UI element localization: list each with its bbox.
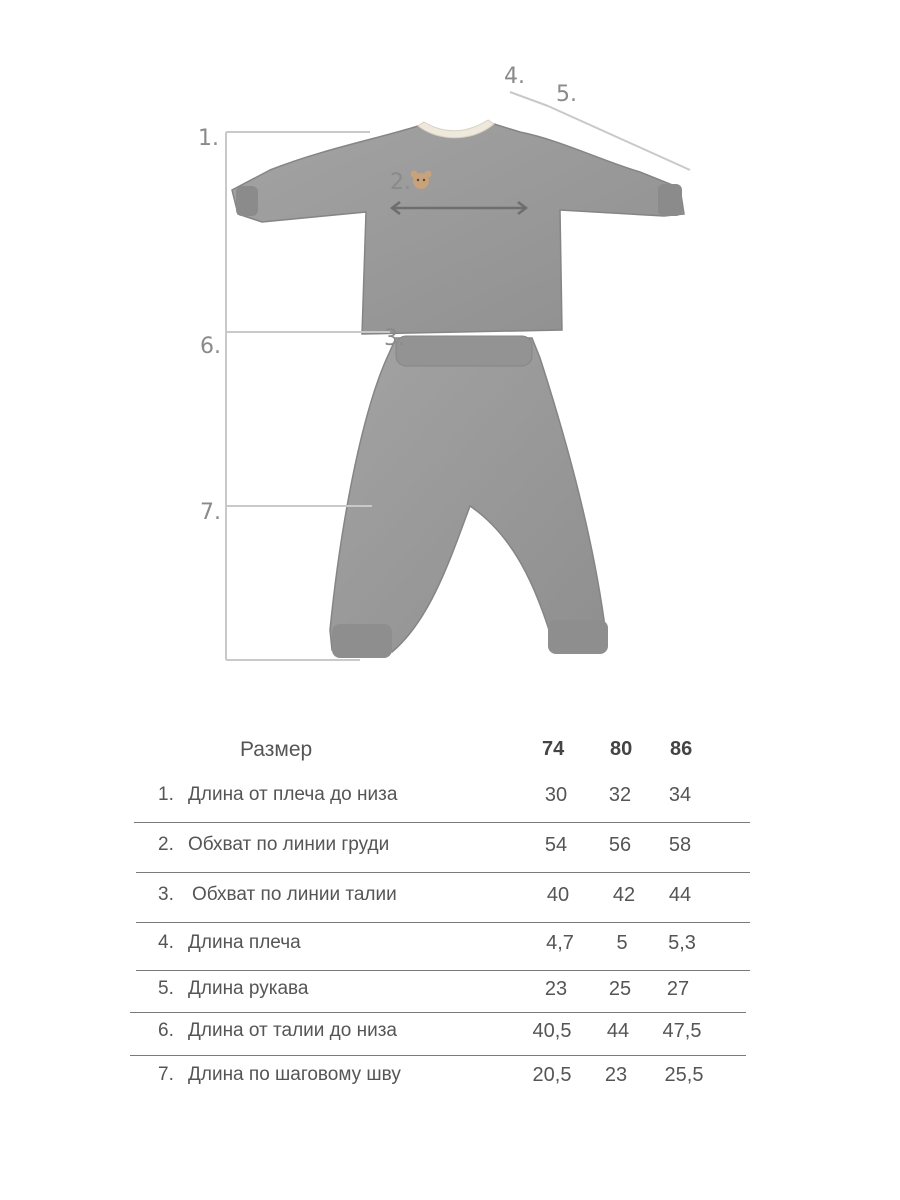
value-80: 44 xyxy=(606,1020,630,1042)
value-86: 34 xyxy=(668,784,692,806)
value-74: 20,5 xyxy=(532,1064,572,1086)
row-label: Обхват по линии груди xyxy=(188,834,390,855)
value-74: 54 xyxy=(544,834,568,856)
marker-1: 1. xyxy=(198,126,219,151)
row-label: Длина рукава xyxy=(188,978,309,999)
row-number: 6. xyxy=(158,1020,174,1041)
value-74: 23 xyxy=(544,978,568,1000)
value-80: 42 xyxy=(612,884,636,906)
size-header-label: Размер xyxy=(240,738,313,761)
value-80: 32 xyxy=(608,784,632,806)
value-74: 4,7 xyxy=(546,932,574,954)
value-86: 47,5 xyxy=(662,1020,702,1042)
row-number: 7. xyxy=(158,1064,174,1085)
size-80-header: 80 xyxy=(610,738,633,760)
row-divider xyxy=(130,1012,746,1013)
value-74: 40,5 xyxy=(532,1020,572,1042)
value-80: 56 xyxy=(608,834,632,856)
value-86: 27 xyxy=(666,978,690,1000)
marker-2: 2. xyxy=(390,170,411,195)
value-86: 5,3 xyxy=(668,932,696,954)
pants-illustration xyxy=(330,336,608,658)
size-chart-table xyxy=(0,720,900,1140)
value-86: 58 xyxy=(668,834,692,856)
value-80: 25 xyxy=(608,978,632,1000)
row-number: 5. xyxy=(158,978,174,999)
size-74-header: 74 xyxy=(542,738,565,760)
row-divider xyxy=(130,1055,746,1056)
row-divider xyxy=(134,822,750,823)
value-86: 25,5 xyxy=(664,1064,704,1086)
row-label: Длина по шаговому шву xyxy=(188,1064,401,1085)
row-number: 4. xyxy=(158,932,174,953)
value-74: 40 xyxy=(546,884,570,906)
row-label: Обхват по линии талии xyxy=(192,884,397,905)
row-number: 1. xyxy=(158,784,174,805)
row-divider xyxy=(136,922,750,923)
row-divider xyxy=(136,872,750,873)
value-74: 30 xyxy=(544,784,568,806)
table-row xyxy=(0,1020,900,1060)
marker-6: 6. xyxy=(200,334,221,359)
marker-5: 5. xyxy=(556,82,577,107)
marker-4: 4. xyxy=(504,64,525,89)
row-divider xyxy=(136,970,750,971)
row-number: 2. xyxy=(158,834,174,855)
table-row xyxy=(0,932,900,972)
value-86: 44 xyxy=(668,884,692,906)
marker-3: 3. xyxy=(384,326,405,351)
sweatshirt-illustration xyxy=(232,120,684,334)
marker-7: 7. xyxy=(200,500,221,525)
size-86-header: 86 xyxy=(670,738,693,760)
row-number: 3. xyxy=(158,884,174,905)
value-80: 5 xyxy=(616,932,628,954)
table-row xyxy=(0,1064,900,1104)
row-label: Длина плеча xyxy=(188,932,301,953)
table-row xyxy=(0,784,900,824)
table-row xyxy=(0,834,900,874)
value-80: 23 xyxy=(604,1064,628,1086)
table-row xyxy=(0,884,900,924)
row-label: Длина от талии до низа xyxy=(188,1020,397,1041)
row-label: Длина от плеча до низа xyxy=(188,784,398,805)
